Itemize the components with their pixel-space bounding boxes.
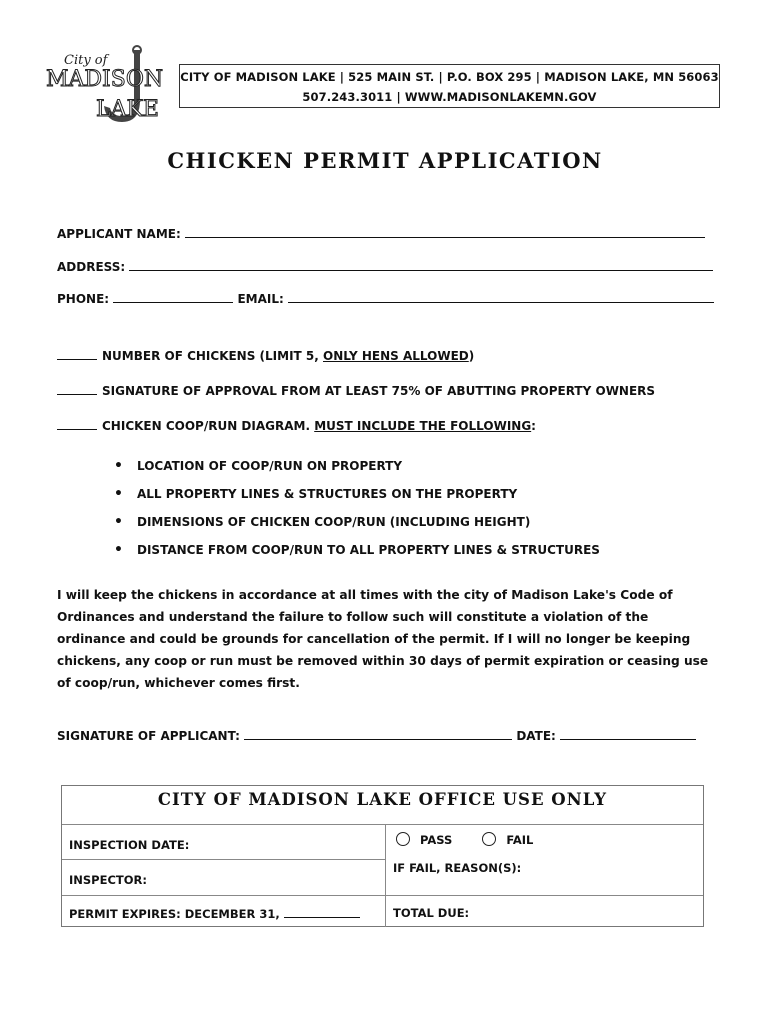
phone-field[interactable]	[113, 290, 233, 303]
table-divider	[62, 824, 703, 825]
table-divider	[385, 824, 386, 927]
phone-email-row	[57, 290, 714, 306]
checklist-text-end: )	[468, 349, 475, 363]
signature-field[interactable]	[244, 727, 512, 740]
header-phone-web-line: 507.243.3011 | WWW.MADISONLAKEMN.GOV	[302, 90, 597, 104]
header-address-line: CITY OF MADISON LAKE | 525 MAIN ST. | P.O. BOX 295 | MADISON LAKE, MN 56063	[180, 70, 719, 84]
date-label: DATE:	[516, 729, 556, 743]
total-due-label: TOTAL DUE:	[393, 906, 470, 920]
checklist-underlined-text: ONLY HENS ALLOWED	[323, 349, 469, 363]
table-divider	[62, 859, 385, 860]
applicant-name-label: APPLICANT NAME:	[57, 227, 181, 241]
chicken-count-field[interactable]	[57, 348, 97, 360]
fail-radio[interactable]	[482, 832, 496, 846]
address-label: ADDRESS:	[57, 260, 126, 274]
logo-city-of: City of	[64, 53, 108, 68]
permit-expires-row	[69, 906, 360, 921]
inspector-label: INSPECTOR:	[69, 873, 147, 887]
signature-approval-field[interactable]	[57, 383, 97, 395]
office-use-title: CITY OF MADISON LAKE OFFICE USE ONLY	[157, 790, 608, 809]
address-field[interactable]	[129, 258, 713, 271]
list-item: • LOCATION OF COOP/RUN ON PROPERTY	[112, 458, 600, 486]
permit-year-field[interactable]	[284, 906, 360, 918]
city-logo	[44, 44, 174, 130]
table-divider	[62, 895, 703, 896]
signature-row	[57, 727, 696, 743]
list-item: • DIMENSIONS OF CHICKEN COOP/RUN (INCLUDING HEIGHT)	[112, 514, 600, 542]
checklist-text: CHICKEN COOP/RUN DIAGRAM.	[102, 419, 315, 433]
checklist-item-coop-diagram	[57, 418, 536, 433]
pass-radio[interactable]	[396, 832, 410, 846]
phone-label: PHONE:	[57, 292, 110, 306]
checklist-text-end: :	[531, 419, 536, 433]
signature-label: SIGNATURE OF APPLICANT:	[57, 729, 240, 743]
checklist-item-signature-approval	[57, 383, 655, 398]
address-row	[57, 258, 713, 274]
coop-diagram-field[interactable]	[57, 418, 97, 430]
list-item: • ALL PROPERTY LINES & STRUCTURES ON THE PROPERTY	[112, 486, 600, 514]
checklist-underlined-text: MUST INCLUDE THE FOLLOWING	[314, 419, 532, 433]
applicant-name-row	[57, 225, 705, 241]
checklist-text: NUMBER OF CHICKENS (LIMIT 5,	[102, 349, 323, 363]
fail-reason-label: IF FAIL, REASON(S):	[393, 861, 522, 875]
diagram-requirements-list	[112, 458, 600, 570]
page-title: CHICKEN PERMIT APPLICATION	[167, 148, 603, 173]
header-contact-box	[179, 64, 720, 108]
logo-lake: LAKE	[96, 97, 159, 122]
pass-label: PASS	[420, 833, 453, 847]
email-field[interactable]	[288, 290, 714, 303]
checklist-text: SIGNATURE OF APPROVAL FROM AT LEAST 75% OF ABUTTING PROPERTY OWNERS	[102, 384, 656, 398]
applicant-statement: I will keep the chickens in accordance at all times with the city of Madison Lake's Code of Ordinances and understand the failure to follow such will constitute a violation of the ordinance and could be grounds for cancellation of the permit. If I will no longer be keeping chickens, any coop or run must be removed within 30 days of permit expiration or ceasing use of coop/run, whichever comes first.	[57, 588, 709, 690]
email-label: EMAIL:	[237, 292, 284, 306]
pass-fail-row	[396, 832, 533, 847]
applicant-name-field[interactable]	[185, 225, 705, 238]
permit-expires-label: PERMIT EXPIRES: DECEMBER 31,	[69, 907, 280, 921]
fish-hook-logo-icon	[44, 44, 174, 130]
inspection-date-label: INSPECTION DATE:	[69, 838, 190, 852]
office-use-table	[61, 785, 704, 927]
list-item: • DISTANCE FROM COOP/RUN TO ALL PROPERTY LINES & STRUCTURES	[112, 542, 600, 570]
logo-madison: MADISON	[46, 67, 164, 92]
fail-label: FAIL	[506, 833, 534, 847]
date-field[interactable]	[560, 727, 696, 740]
checklist-item-chicken-count	[57, 348, 474, 363]
